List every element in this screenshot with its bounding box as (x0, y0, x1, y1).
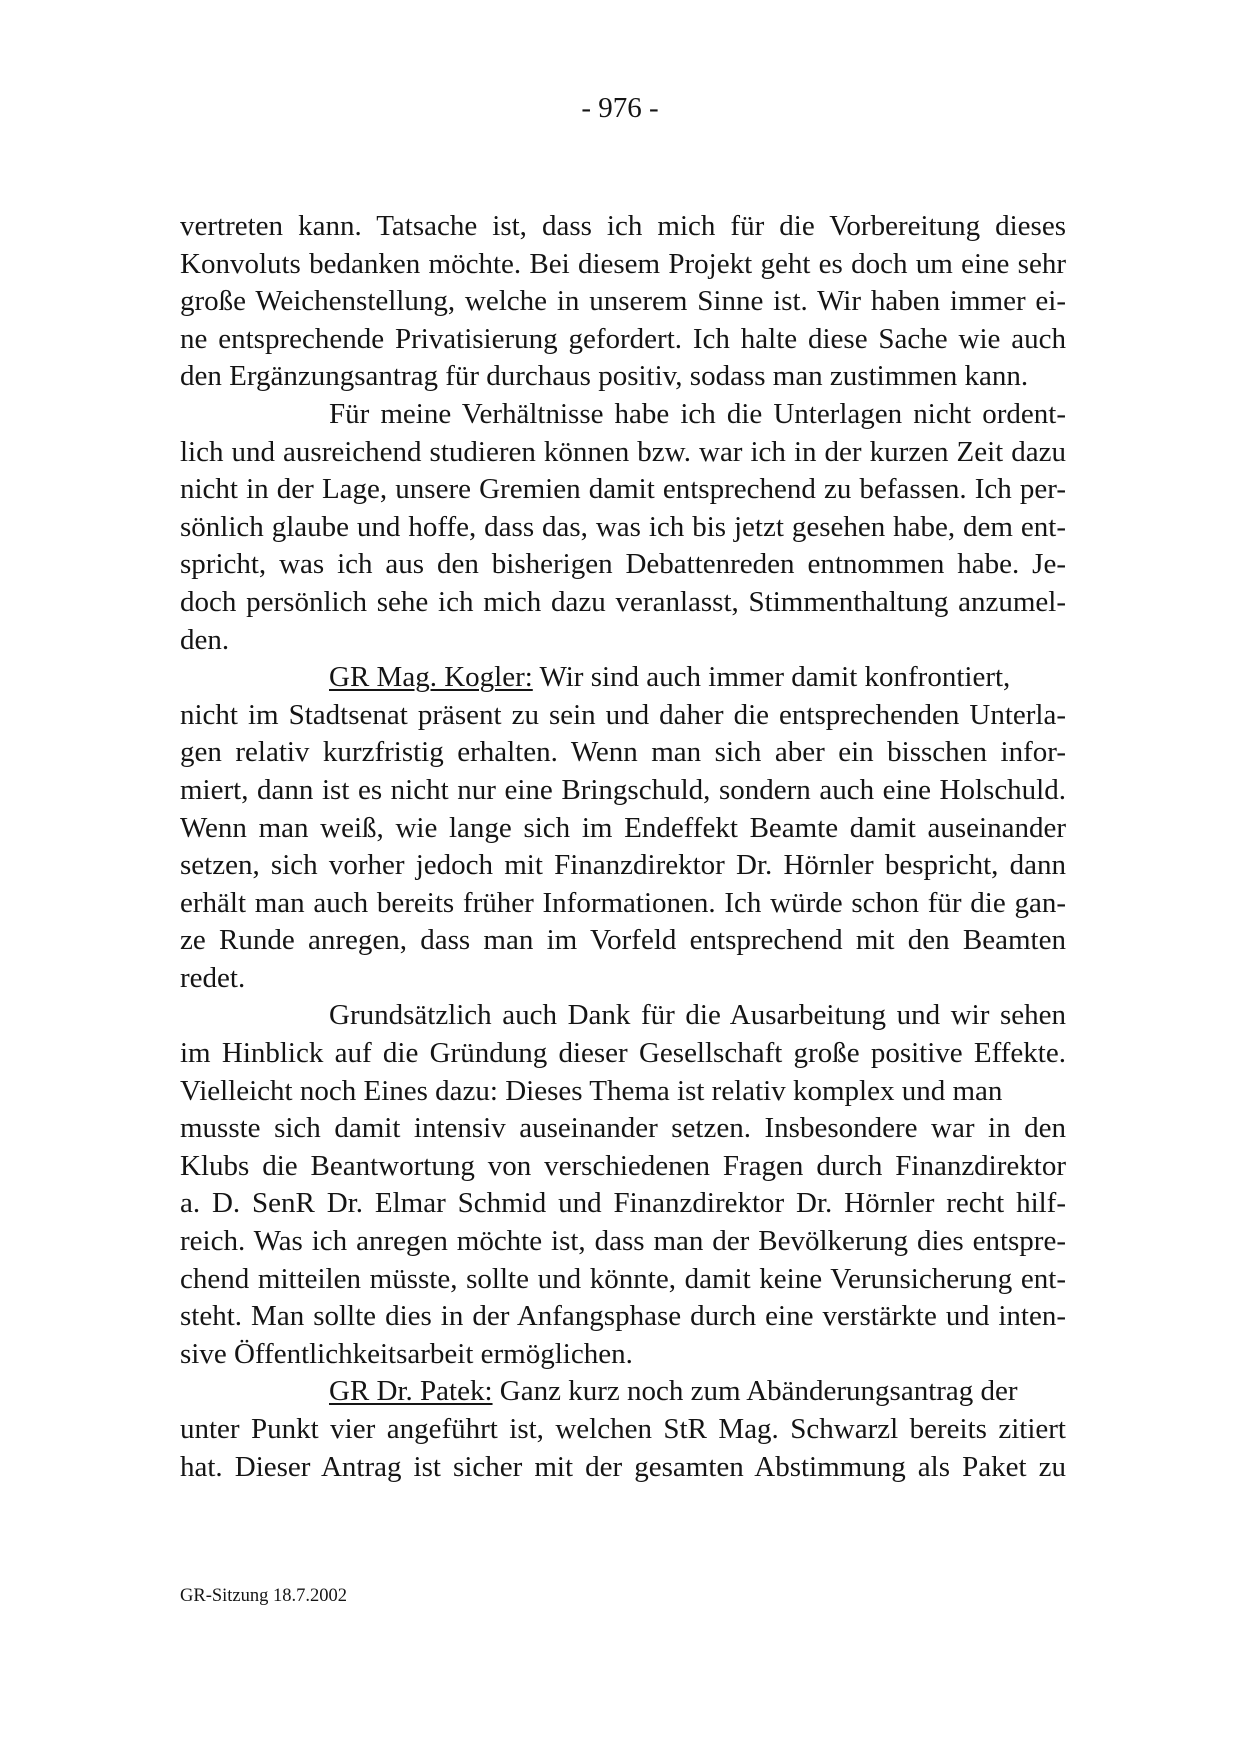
text-line: doch persönlich sehe ich mich dazu veranlasst, Stimmenthaltung anzumel- (180, 585, 1066, 618)
text-line: a. D. SenR Dr. Elmar Schmid und Finanzdirektor Dr. Hörnler recht hilf- (180, 1187, 1066, 1220)
text-line: vertreten kann. Tatsache ist, dass ich mich für die Vorbereitung dieses (180, 210, 1066, 242)
text-line: den Ergänzungsantrag für durchaus positiv, sodass man zustimmen kann. (180, 360, 1029, 393)
text-line: miert, dann ist es nicht nur eine Bringschuld, sondern auch eine Holschuld. (180, 773, 1066, 806)
speaker-name: GR Mag. Kogler: (329, 661, 533, 694)
text-line: hat. Dieser Antrag ist sicher mit der gesamten Abstimmung als Paket zu (180, 1450, 1066, 1483)
text-line: ze Runde anregen, dass man im Vorfeld entsprechend mit den Beamten (180, 924, 1066, 957)
text-line: gen relativ kurzfristig erhalten. Wenn man sich aber ein bisschen infor- (180, 736, 1066, 769)
speaker-name: GR Dr. Patek: (329, 1375, 493, 1408)
paragraph (180, 396, 1066, 659)
text-line: sönlich glaube und hoffe, dass das, was ich bis jetzt gesehen habe, dem ent- (180, 510, 1066, 543)
text-line (180, 659, 1066, 697)
text-line-rest: Wir sind auch immer damit konfrontiert, (539, 661, 1011, 694)
text-line: Klubs die Beantwortung von verschiedenen Fragen durch Finanzdirektor (180, 1149, 1066, 1182)
text-line: nicht im Stadtsenat präsent zu sein und daher die entsprechenden Unterla- (180, 698, 1066, 731)
page-footer: GR-Sitzung 18.7.2002 (180, 1586, 348, 1606)
text-line: große Weichenstellung, welche in unserem Sinne ist. Wir haben immer ei- (180, 285, 1066, 318)
text-line: nicht in der Lage, unsere Gremien damit entsprechend zu befassen. Ich per- (180, 473, 1066, 506)
text-line: im Hinblick auf die Gründung dieser Gesellschaft große positive Effekte. (180, 1037, 1066, 1070)
text-line: lich und ausreichend studieren können bzw. war ich in der kurzen Zeit dazu (180, 435, 1066, 468)
page-number: - 976 - (581, 92, 659, 124)
text-line: Für meine Verhältnisse habe ich die Unterlagen nicht ordent- (329, 397, 1066, 430)
body-text (180, 208, 1066, 1486)
text-line: Konvoluts bedanken möchte. Bei diesem Projekt geht es doch um eine sehr (180, 247, 1066, 280)
text-line: Grundsätzlich auch Dank für die Ausarbeitung und wir sehen (329, 999, 1066, 1032)
text-line: spricht, was ich aus den bisherigen Debattenreden entnommen habe. Je- (180, 548, 1066, 581)
text-line: setzen, sich vorher jedoch mit Finanzdirektor Dr. Hörnler bespricht, dann (180, 849, 1066, 882)
text-line (180, 1373, 1066, 1411)
paragraph (180, 997, 1066, 1373)
text-line-rest: Ganz kurz noch zum Abänderungsantrag der (499, 1375, 1018, 1408)
text-line: erhält man auch bereits früher Informationen. Ich würde schon für die gan- (180, 886, 1066, 919)
paragraph (180, 659, 1066, 997)
text-line: redet. (180, 961, 246, 994)
text-line: reich. Was ich anregen möchte ist, dass man der Bevölkerung dies entspre- (180, 1225, 1066, 1258)
text-line: steht. Man sollte dies in der Anfangsphase durch eine verstärkte und inten- (180, 1300, 1066, 1333)
paragraph (180, 208, 1066, 396)
text-line: musste sich damit intensiv auseinander setzen. Insbesondere war in den (180, 1112, 1066, 1145)
text-line: den. (180, 623, 230, 656)
paragraph (180, 1373, 1066, 1486)
text-line: Wenn man weiß, wie lange sich im Endeffekt Beamte damit auseinander (180, 811, 1066, 844)
text-line: sive Öffentlichkeitsarbeit ermöglichen. (180, 1337, 633, 1370)
text-line: chend mitteilen müsste, sollte und könnte, damit keine Verunsicherung ent- (180, 1262, 1066, 1295)
text-line: ne entsprechende Privatisierung gefordert. Ich halte diese Sache wie auch (180, 322, 1066, 355)
text-line: unter Punkt vier angeführt ist, welchen StR Mag. Schwarzl bereits zitiert (180, 1413, 1066, 1445)
text-line: Vielleicht noch Eines dazu: Dieses Thema ist relativ komplex und man (180, 1074, 1003, 1107)
